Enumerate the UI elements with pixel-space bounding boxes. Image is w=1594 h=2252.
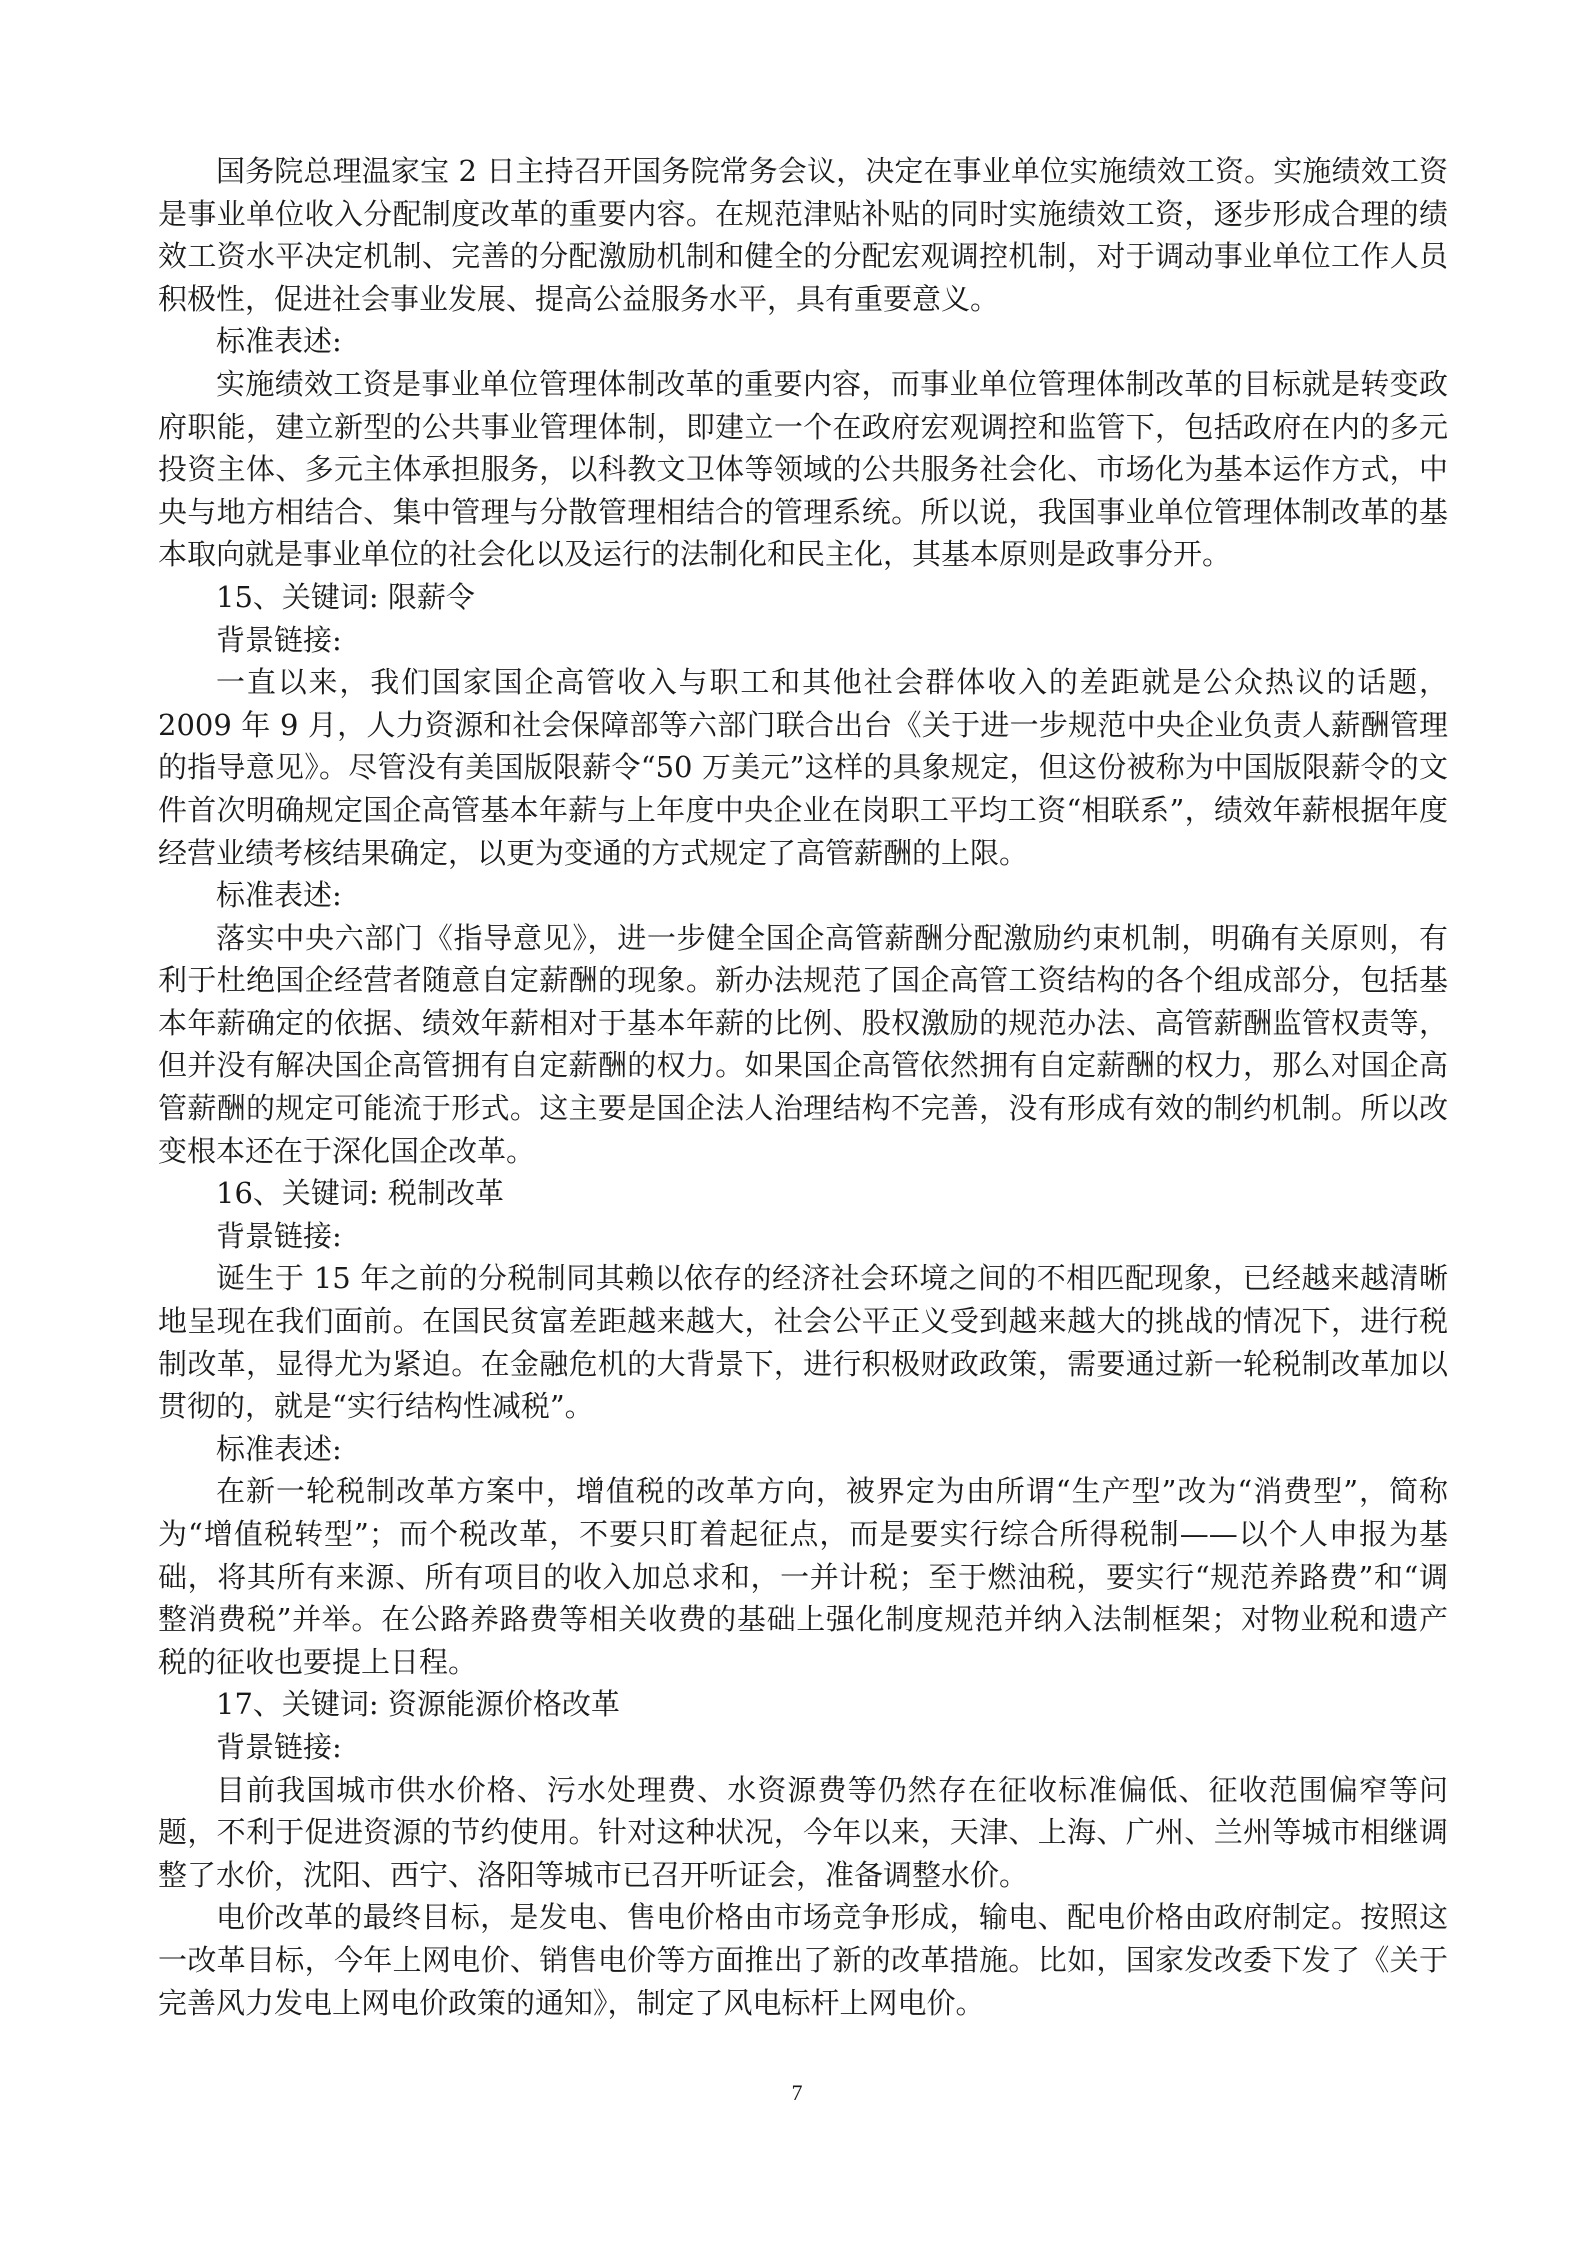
- paragraph-tax-reform-statement: 在新一轮税制改革方案中，增值税的改革方向，被界定为由所谓“生产型”改为“消费型”，简称为“增值税转型”；而个税改革，不要只盯着起征点，而是要实行综合所得税制——以个人申报为基础，将其所有来源、所有项目的收入加总求和，一并计税；至于燃油税，要实行“规范养路费”和“调整消费税”并举。在公路养路费等相关收费的基础上强化制度规范并纳入法制框架；对物业税和遗产税的征收也要提上日程。: [158, 1474, 1448, 1679]
- paragraph-performance-pay-background: 国务院总理温家宝 2 日主持召开国务院常务会议，决定在事业单位实施绩效工资。实施绩效工资是事业单位收入分配制度改革的重要内容。在规范津贴补贴的同时实施绩效工资，逐步形成合理的绩效工资水平决定机制、完善的分配激励机制和健全的分配宏观调控机制，对于调动事业单位工作人员积极性，促进社会事业发展、提高公益服务水平，具有重要意义。: [158, 154, 1448, 316]
- paragraph-salary-cap-background: 一直以来，我们国家国企高管收入与职工和其他社会群体收入的差距就是公众热议的话题，2009 年 9 月，人力资源和社会保障部等六部门联合出台《关于进一步规范中央企业负责人薪酬管理的指导意见》。尽管没有美国版限薪令“50 万美元”这样的具象规定，但这份被称为中国版限薪令的文件首次明确规定国企高管基本年薪与上年度中央企业在岗职工平均工资“相联系”，绩效年薪根据年度经营业绩考核结果确定，以更为变通的方式规定了高管薪酬的上限。: [158, 665, 1448, 870]
- label-standard-statement: 标准表述:: [216, 878, 342, 913]
- heading-keyword-16: 16、关键词: 税制改革: [216, 1176, 504, 1211]
- body-text: [158, 150, 1448, 2024]
- heading-keyword-17: 17、关键词: 资源能源价格改革: [216, 1687, 620, 1722]
- paragraph-performance-pay-statement: 实施绩效工资是事业单位管理体制改革的重要内容，而事业单位管理体制改革的目标就是转变政府职能，建立新型的公共事业管理体制，即建立一个在政府宏观调控和监管下，包括政府在内的多元投资主体、多元主体承担服务，以科教文卫体等领域的公共服务社会化、市场化为基本运作方式，中央与地方相结合、集中管理与分散管理相结合的管理系统。所以说，我国事业单位管理体制改革的基本取向就是事业单位的社会化以及运行的法制化和民主化，其基本原则是政事分开。: [158, 366, 1448, 572]
- paragraph-electricity-price-background: 电价改革的最终目标，是发电、售电价格由市场竞争形成，输电、配电价格由政府制定。按照这一改革目标，今年上网电价、销售电价等方面推出了新的改革措施。比如，国家发改委下发了《关于完善风力发电上网电价政策的通知》，制定了风电标杆上网电价。: [158, 1900, 1448, 2020]
- label-background-link: 背景链接:: [216, 1729, 342, 1764]
- paragraph-water-price-background: 目前我国城市供水价格、污水处理费、水资源费等仍然存在征收标准偏低、征收范围偏窄等问题，不利于促进资源的节约使用。针对这种状况，今年以来，天津、上海、广州、兰州等城市相继调整了水价，沈阳、西宁、洛阳等城市已召开听证会，准备调整水价。: [158, 1772, 1448, 1892]
- paragraph-tax-reform-background: 诞生于 15 年之前的分税制同其赖以依存的经济社会环境之间的不相匹配现象，已经越来越清晰地呈现在我们面前。在国民贫富差距越来越大，社会公平正义受到越来越大的挑战的情况下，进行税制改革，显得尤为紧迫。在金融危机的大背景下，进行积极财政政策，需要通过新一轮税制改革加以贯彻的，就是“实行结构性减税”。: [158, 1261, 1448, 1424]
- label-standard-statement: 标准表述:: [216, 1431, 342, 1466]
- label-background-link: 背景链接:: [216, 1218, 342, 1253]
- label-background-link: 背景链接:: [216, 622, 342, 657]
- paragraph-salary-cap-statement: 落实中央六部门《指导意见》，进一步健全国企高管薪酬分配激励约束机制，明确有关原则，有利于杜绝国企经营者随意自定薪酬的现象。新办法规范了国企高管工资结构的各个组成部分，包括基本年薪确定的依据、绩效年薪相对于基本年薪的比例、股权激励的规范办法、高管薪酬监管权责等，但并没有解决国企高管拥有自定薪酬的权力。如果国企高管依然拥有自定薪酬的权力，那么对国企高管薪酬的规定可能流于形式。这主要是国企法人治理结构不完善，没有形成有效的制约机制。所以改变根本还在于深化国企改革。: [158, 920, 1448, 1168]
- heading-keyword-15: 15、关键词: 限薪令: [216, 579, 475, 614]
- page-number: 7: [791, 2080, 803, 2105]
- label-standard-statement: 标准表述:: [216, 324, 342, 359]
